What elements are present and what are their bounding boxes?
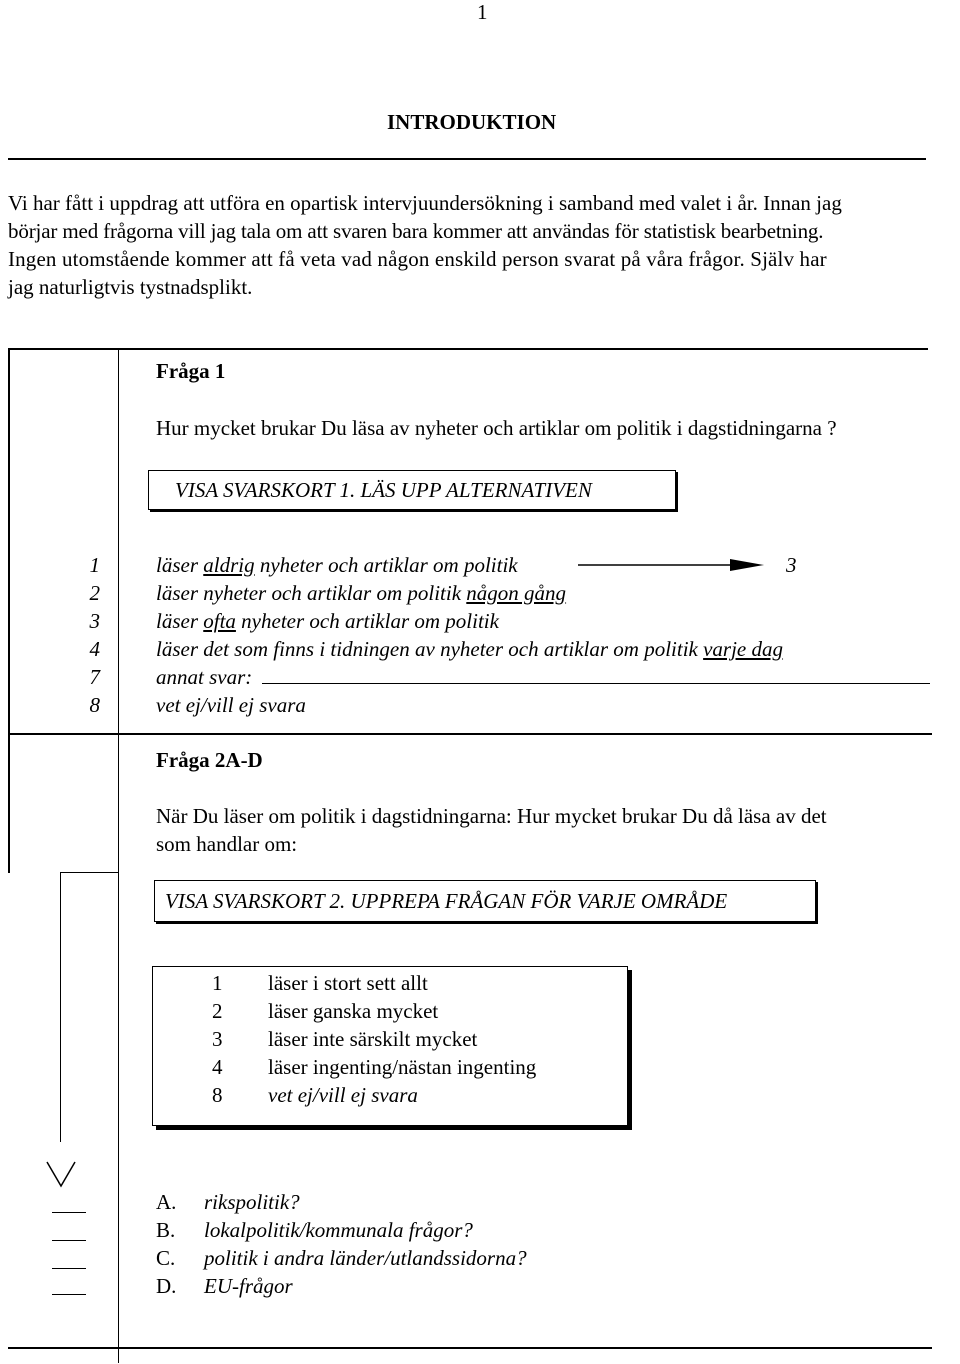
question-frame-top	[8, 348, 928, 350]
page-number: 1	[477, 0, 488, 24]
q2-instruction: VISA SVARSKORT 2. UPPREPA FRÅGAN FÖR VARJE OMRÅDE	[165, 889, 728, 913]
answer-blank-a[interactable]	[52, 1212, 86, 1213]
q1-option-2[interactable]	[156, 579, 566, 607]
question-frame-bottom	[8, 1347, 932, 1349]
intro-line: börjar med frågorna vill jag tala om att svaren bara kommer att användas för statistisk bearbetning.	[8, 219, 824, 243]
scale-label: vet ej/vill ej svara	[268, 1083, 418, 1107]
item-letter: C.	[156, 1246, 176, 1270]
scale-label: läser ingenting/nästan ingenting	[268, 1055, 537, 1079]
option-code: 2	[89, 581, 100, 605]
down-arrow-icon	[45, 1140, 77, 1190]
page-heading: INTRODUKTION	[387, 110, 557, 134]
q2-title: Fråga 2A-D	[156, 748, 263, 772]
flow-arrow-horizontal	[60, 872, 118, 873]
intro-line: Ingen utomstående kommer att få veta vad någon enskild person svarat på våra frågor. Själv har	[8, 247, 827, 271]
skip-target: 3	[786, 553, 797, 577]
scale-label: läser inte särskilt mycket	[268, 1027, 478, 1051]
heading-rule	[8, 158, 926, 160]
scale-code: 1	[212, 971, 223, 995]
item-text: lokalpolitik/kommunala frågor?	[204, 1218, 473, 1242]
q1-question: Hur mycket brukar Du läsa av nyheter och artiklar om politik i dagstidningarna ?	[156, 416, 837, 440]
codes-column-rule	[118, 348, 119, 1363]
q1-option-7[interactable]	[156, 663, 252, 691]
q1-option-4[interactable]	[156, 635, 783, 663]
option-code: 4	[89, 637, 100, 661]
scale-code: 8	[212, 1083, 223, 1107]
intro-line: Vi har fått i uppdrag att utföra en opartisk intervjuundersökning i samband med valet i år. Innan jag	[8, 191, 842, 215]
q1-instruction-box	[148, 470, 676, 510]
question-frame-left-lower	[8, 733, 10, 873]
q2-question-line1: När Du läser om politik i dagstidningarna: Hur mycket brukar Du då läsa av det	[156, 804, 827, 828]
option-text: vet ej/vill ej svara	[156, 693, 306, 717]
skip-arrow-icon	[578, 557, 768, 573]
answer-blank-d[interactable]	[52, 1294, 86, 1295]
option-code: 1	[89, 553, 100, 577]
flow-arrow-vertical	[60, 872, 61, 1142]
item-letter: D.	[156, 1274, 177, 1298]
scale-code: 3	[212, 1027, 223, 1051]
q1-option-3[interactable]	[156, 607, 499, 635]
intro-line: jag naturligtvis tystnadsplikt.	[8, 275, 253, 299]
option-text: annat svar:	[156, 665, 253, 689]
option-text: nyheter och artiklar om politik	[235, 609, 499, 633]
item-text: politik i andra länder/utlandssidorna?	[204, 1246, 527, 1270]
item-letter: A.	[156, 1190, 177, 1214]
option-text: läser nyheter och artiklar om politik	[156, 581, 467, 605]
scale-code: 4	[212, 1055, 223, 1079]
q2-question-line2: som handlar om:	[156, 832, 298, 856]
option-emphasis: aldrig	[203, 553, 255, 577]
option-code: 8	[89, 693, 100, 717]
option-emphasis: någon gång	[466, 581, 567, 605]
scale-code: 2	[212, 999, 223, 1023]
scale-label: läser i stort sett allt	[268, 971, 428, 995]
item-text: EU-frågor	[204, 1274, 293, 1298]
q1-title: Fråga 1	[156, 359, 226, 383]
option-emphasis: varje dag	[703, 637, 784, 661]
q2-instruction-box	[154, 880, 816, 922]
item-text: rikspolitik?	[204, 1190, 300, 1214]
option-text: nyheter och artiklar om politik	[254, 553, 518, 577]
option-text: läser	[156, 553, 204, 577]
option-code: 3	[89, 609, 100, 633]
option-text: läser	[156, 609, 204, 633]
answer-blank-b[interactable]	[52, 1240, 86, 1241]
q1-option-8[interactable]	[156, 691, 306, 719]
q1-instruction: VISA SVARSKORT 1. LÄS UPP ALTERNATIVEN	[175, 478, 592, 502]
q1-option-1[interactable]	[156, 551, 518, 579]
option-code: 7	[89, 665, 100, 689]
question-frame-left	[8, 348, 10, 733]
option-text: läser det som finns i tidningen av nyheter och artiklar om politik	[156, 637, 704, 661]
answer-blank-c[interactable]	[52, 1268, 86, 1269]
scale-label: läser ganska mycket	[268, 999, 439, 1023]
item-letter: B.	[156, 1218, 176, 1242]
question-divider	[8, 733, 932, 735]
option-emphasis: ofta	[203, 609, 236, 633]
other-answer-line[interactable]	[262, 683, 930, 684]
